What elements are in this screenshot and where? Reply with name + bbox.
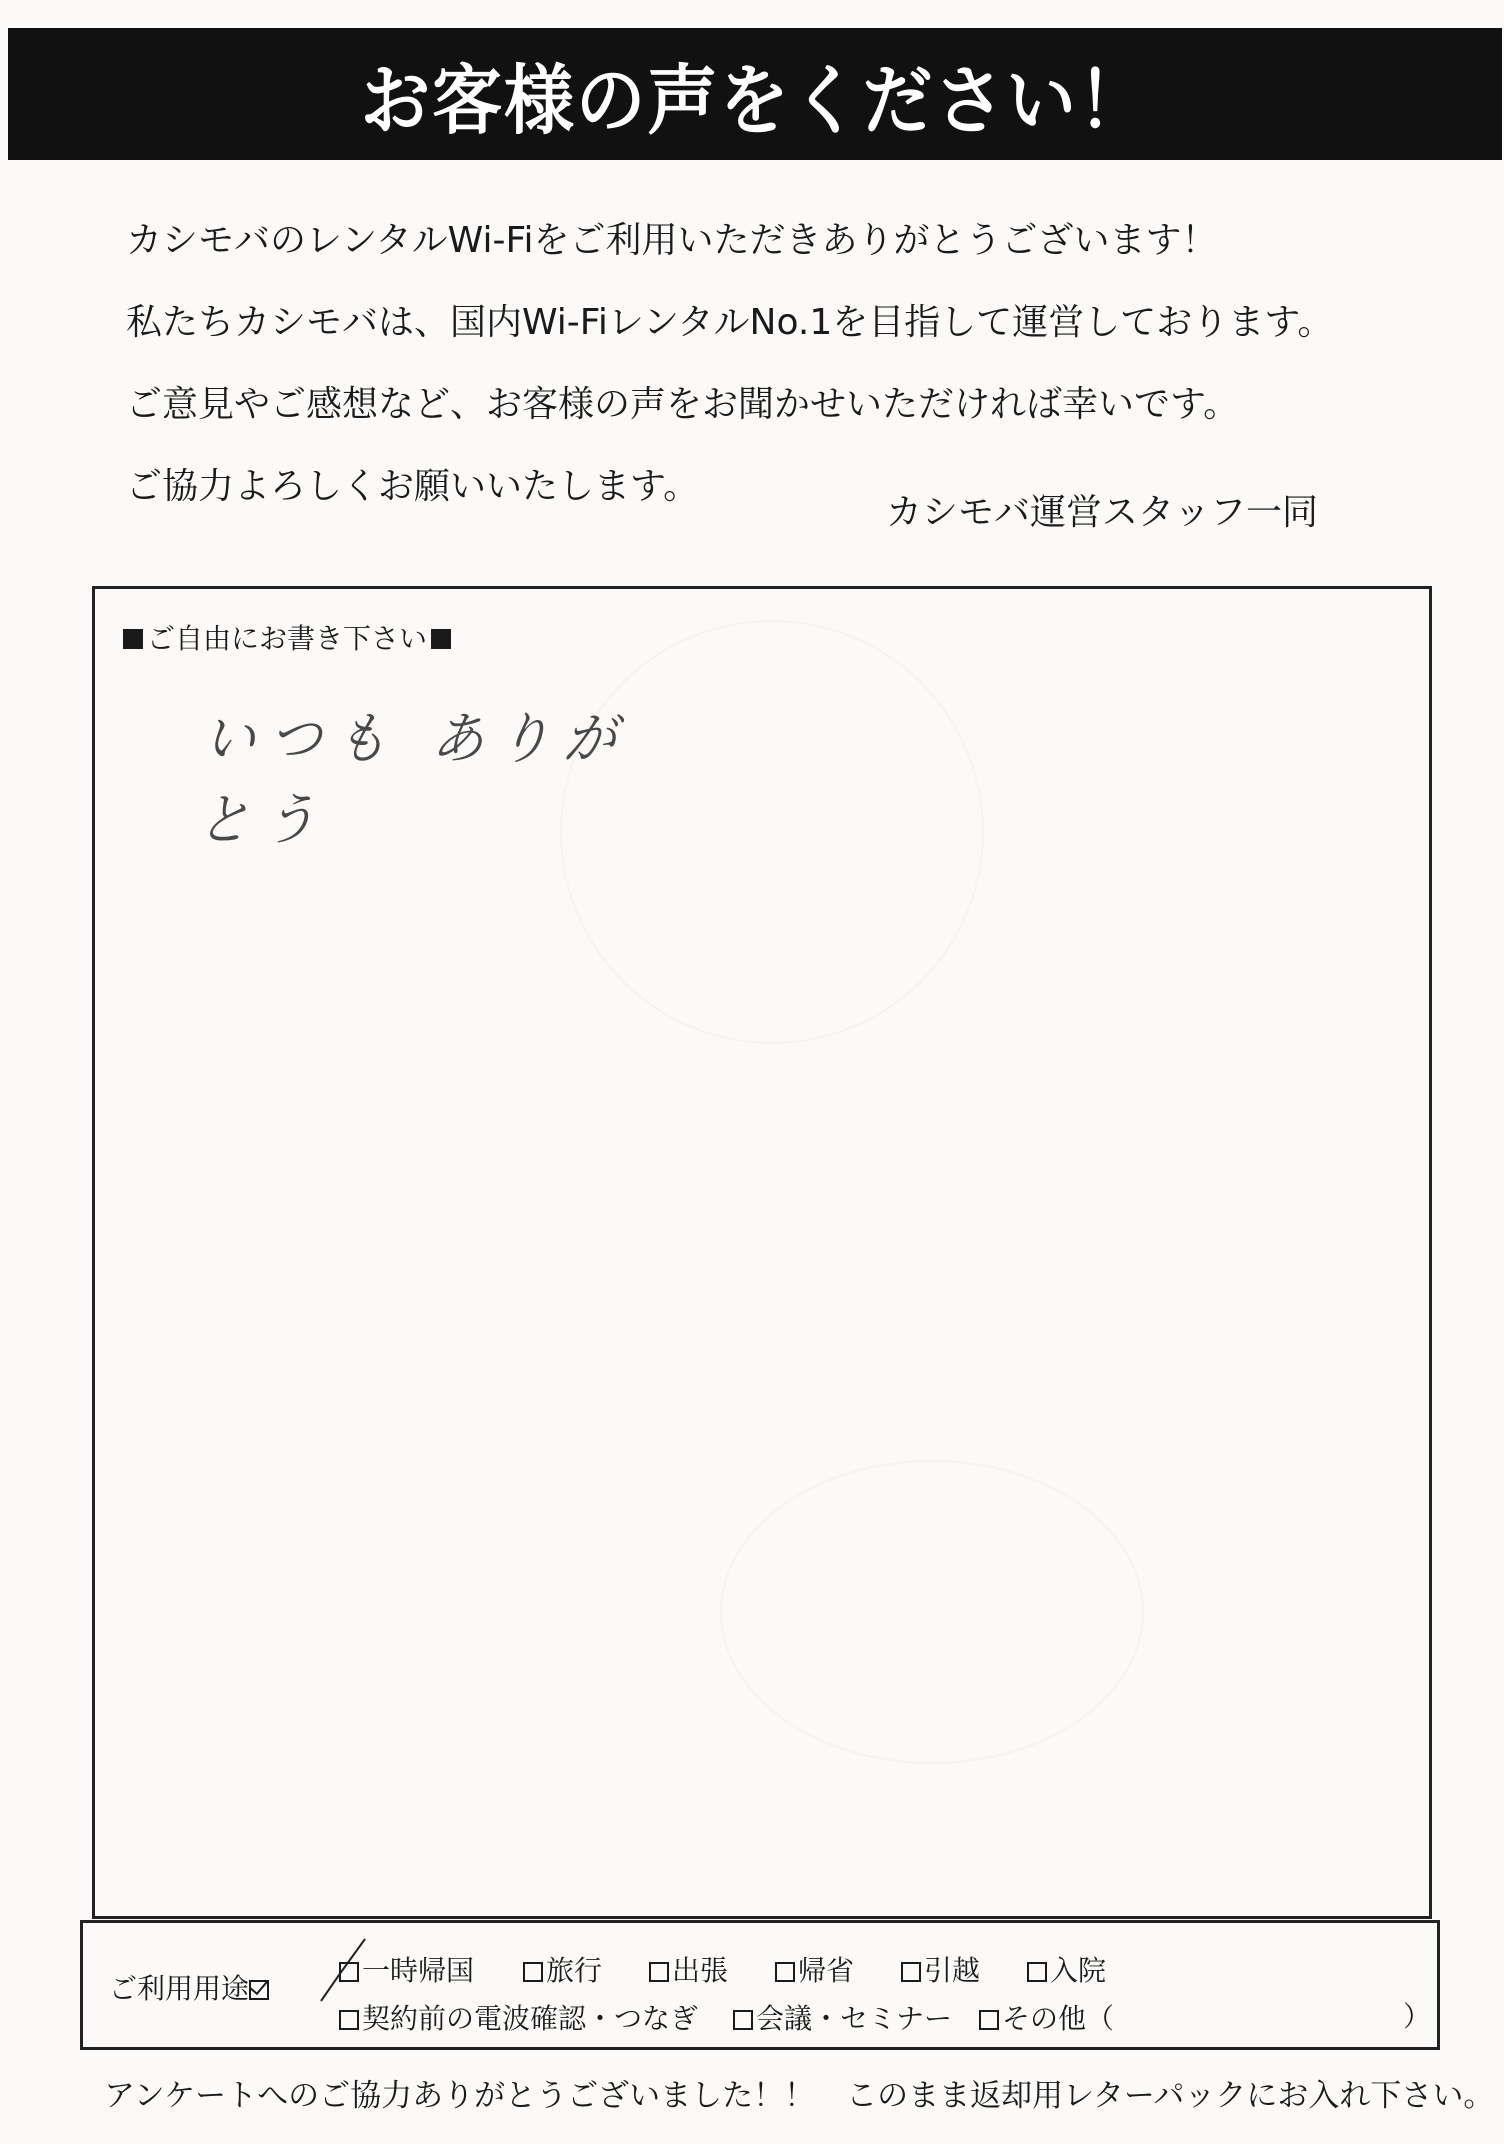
checkbox-icon[interactable] [339,2010,359,2030]
option-label: 帰省 [798,1954,855,1987]
usage-option-moving[interactable] [901,1949,980,1989]
handwritten-comment [195,699,661,853]
option-label: 契約前の電波確認・つなぎ [362,2002,699,2035]
black-square-icon [123,629,143,649]
checkbox-icon[interactable] [339,1962,359,1982]
usage-option-meeting-seminar[interactable] [733,1997,952,2037]
header-banner [8,28,1502,160]
usage-option-signal-check[interactable] [339,1997,698,2037]
checkbox-icon[interactable] [775,1962,795,1982]
free-comment-label [119,617,455,657]
checkbox-icon[interactable] [649,1962,669,1982]
checkbox-icon[interactable] [733,2010,753,2030]
free-comment-box[interactable] [92,586,1432,1919]
usage-option-business-trip[interactable] [649,1949,728,1989]
checkbox-icon[interactable] [901,1962,921,1982]
usage-option-travel[interactable] [523,1949,602,1989]
footer-note: アンケートへのご協力ありがとうございました！！ このまま返却用レターパックにお入れ下さい。 [104,2078,1495,2114]
black-square-icon [431,629,451,649]
option-label: 旅行 [546,1954,603,1987]
intro-message [126,200,1333,528]
usage-option-hospitalization[interactable] [1027,1949,1106,1989]
option-label: 一時帰国 [362,1954,475,1987]
option-label: 入院 [1050,1954,1107,1987]
checkbox-icon [249,1980,269,2000]
option-label: 会議・セミナー [756,2002,953,2035]
intro-line: ご協力よろしくお願いいたします。 [126,466,700,507]
checkbox-icon[interactable] [979,2010,999,2030]
checkbox-icon[interactable] [1027,1962,1047,1982]
usage-label-text: ご利用用途 [109,1972,250,2005]
page-title: お客様の声をください！ [360,55,1150,145]
staff-signature: カシモバ運営スタッフ一同 [886,492,1319,533]
intro-line: ご意見やご感想など、お客様の声をお聞かせいただければ幸いです。 [126,384,1240,425]
handwritten-comment-text: いつも ありがとう [195,707,633,853]
usage-option-other[interactable] [979,1997,1114,2037]
option-label: その他（ [1002,2002,1115,2035]
intro-line: カシモバのレンタルWi-Fiをご利用いただきありがとうございます！ [126,220,1218,261]
other-close-paren: ） [1403,2000,1432,2033]
usage-option-homecoming[interactable] [775,1949,854,1989]
option-label: 出張 [672,1954,729,1987]
free-comment-label-text: ご自由にお書き下さい [147,622,428,655]
intro-line: 私たちカシモバは、国内Wi-FiレンタルNo.1を目指して運営しております。 [126,302,1334,343]
checkbox-icon[interactable] [523,1962,543,1982]
option-label: 引越 [924,1954,981,1987]
usage-purpose-box [80,1920,1440,2050]
usage-option-temporary-return[interactable] [339,1949,474,1989]
usage-label [109,1967,272,2007]
